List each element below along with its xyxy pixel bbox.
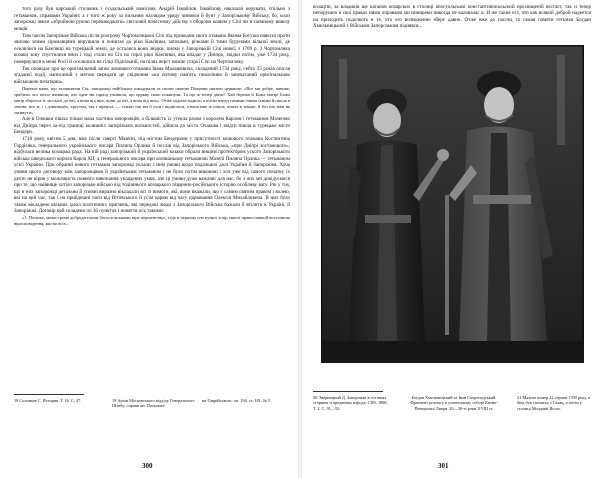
footnote-21: 21 Мазепа помер 22 серпня 1709 року, в бюд був спочатку з Галац, а потім у столиці Молдавії Яссах. [517,395,591,411]
left-main-text [14,6,290,394]
image-caption: Богдан Хмельницький та Іван Скоропадський. Фрагмент розпису в успенському соборі Києво-Печерської Лаври. 20—30-ті роки XVIII ст. [410,395,498,411]
paragraph-5: Але в Олешки пішла тільки мала частина запорожців; а більшість їх утекла разом з королем Карлом і гетьманом Мазепою від Дніпра через за-під границі колишніх запорізьких вольностей, дійшла до міста Очакова і звідти пішла в турецьке місто Бендери. [14,116,290,136]
paragraph-1: того разу був царський стольник і суздальський намісник Андрій Ізмайлов. Ізмайлову наказали керувати, спільно з гетьманом, справами України; а з того ж року за пильним наглядом уряду чинився й бунт у Запорізькому Війську, бо, коли запорожці звели «збройною рукою перешкоджати» світловій почесному дійству з оборони кошем у Січі чи в таємному вивозу мощів [14,6,290,32]
footnote-19-cont: на-Таврійського, оп. 194, ст. 181, № 5. [202,398,272,403]
footnote-18: 18 Соловьев С. История. Т. 16. С. 37. [14,398,82,403]
footnote-20: 20 Эварницкий Д. Запорожье в остатках старины и преданиях народа. СПб, 1888. Т. 2. С. 91—92. [313,395,388,411]
fresco-portrait-image [321,45,584,363]
page-number-left: 300 [142,462,153,470]
right-page [300,0,600,478]
right-top-text: козацтві, за владиків ще каганов козарских в столиці апостольської константинопольской просвіщеній вєстаєт, так и тепер непорушно в свої правах ними оправами ми ниниреки никогда не каловалас я. И же такие ест, что как всякий доброй надеется на приходить подолкоть в те, что его возможение зберє давно. Отже вже до паслед та самая памяти гетьман Богдан Хмельницький з Військом Запорозьким піднявся... [313,4,591,30]
paragraph-6: 1710 року, квітня 5 дня, вже після смерті Мазепи, під містом Бендерами у присутності кошового отамана Костянтина Гордієнка, генерального українського писаря Пилипа Орлика й послів від Запорізького Війська, «при Дніпрі зостающого», відбулася велика козацька рада. На ній раді запорізький й український козаки обрали вищим протектором усього Запорізького війська шведського короля Карла XII, а генерального писаря при колишньому гетьманові Мазепі Пилипа Орлика — гетьманом усієї України. При обранні нового гетьмана запорожці уклали з ним умови щодо подальшої долі України й Запоріжжя. Хоча умови цього договору між запорожцями й українським гетьманом і не були потім виконані і хоч уже від самого початку їх дехто не вірив у можливість повного виконання укладених умов, але ці умови дуже важливі для нас, бо з них ми довідуємося про те, що найвище хотіло запорізьке військо від тодішнього козацького південно-російського історію особливу вагу. Рік у тім, що в них запорожці детально й уповні виразно вікладали всі ті вимоги, які, вони вважали, що є самим святим правом і волею, які на цей час, так і на прийдешні часи від Вітовського й усім царям від часу царювання Олексія Михайловича. В них було також вікладено вільних ідеал політичних прагнень, які передові люди з Запорізького Війська бажали б втілити в Україні, й Запоріжжі. Договір цей складено по 16 пунктах і поняття ось такими: [14,136,290,215]
paragraph-7: «1. Понеже, межи трема добродітельми богословськими віра першенствує, тедь в першом сем пункті в вір святої православной восточною віросповідення, яко во всіх... [14,215,290,227]
footnote-rule-right [313,391,383,392]
paragraph-3: Так оповідає про це оригінальний запис кошового отамана Івана Малашевича, складений 1734 року, себто 25 років опісля згаданої події, написаний з метою передати це свідчення «на потому пам'ять поколінню й запечатаний оригінальною військовою печаткою». [14,65,290,86]
paragraph-2: Тим часом Запорізьке Військо після розгрому Чортомлицької Січі під проводом свого отамана Якима Богуша навесні проти звичаю злими сіроманцями вирушили в пониззя до ріки Кам'янки, затоками, річками й тими бурунами вільної землі, де оселилися на Кам'янці на турецькій землі, де осталися вони звідки, пилки у Запорізькій Січі нової; з 1709 р. 3 Чортомлика козаки зону спустилися вниз і тоді стали на Січ на гирлі ріки Кам'янки, яка впадає у Дніпро, звідки потім, уже 1734 року, повернулися в межі Росії й оселилися на гілці Підпільній, на пілях верст нижче старої Січі на Чортомлику. [14,32,290,65]
fresco-illustration [321,45,584,363]
footnote-rule [14,394,84,395]
page-number-right: 301 [438,462,449,470]
paragraph-4: Переказ каже, що залишаючи Січ, запорожці найбільше шкодували за своєю святою Покрови святою церквою: «Все ми добре, панове, зробили, все незле вчинили, але одне ми гаразд учинили, що церкву свою покинули. Та що ж тепер діяти? Хай береже її Божа матір! Божа матір зберегла її: москалі до неї, а вона від них; вони до неї, а вона від них». Отже ходила-ходила, а потім перед самими очима їхніми й пішла в землю; все ж, і з дзвіницею, хрестом, так і пірнула, — тільки так ми її ліси і виднілося, а вона вже ж пішла, пішла в землю, й без нас нам не загинути». [14,86,290,115]
footnote-19: 19 Архів Московського відділу Генерального Штабу; справи кн. Потьомкі- [112,398,195,409]
